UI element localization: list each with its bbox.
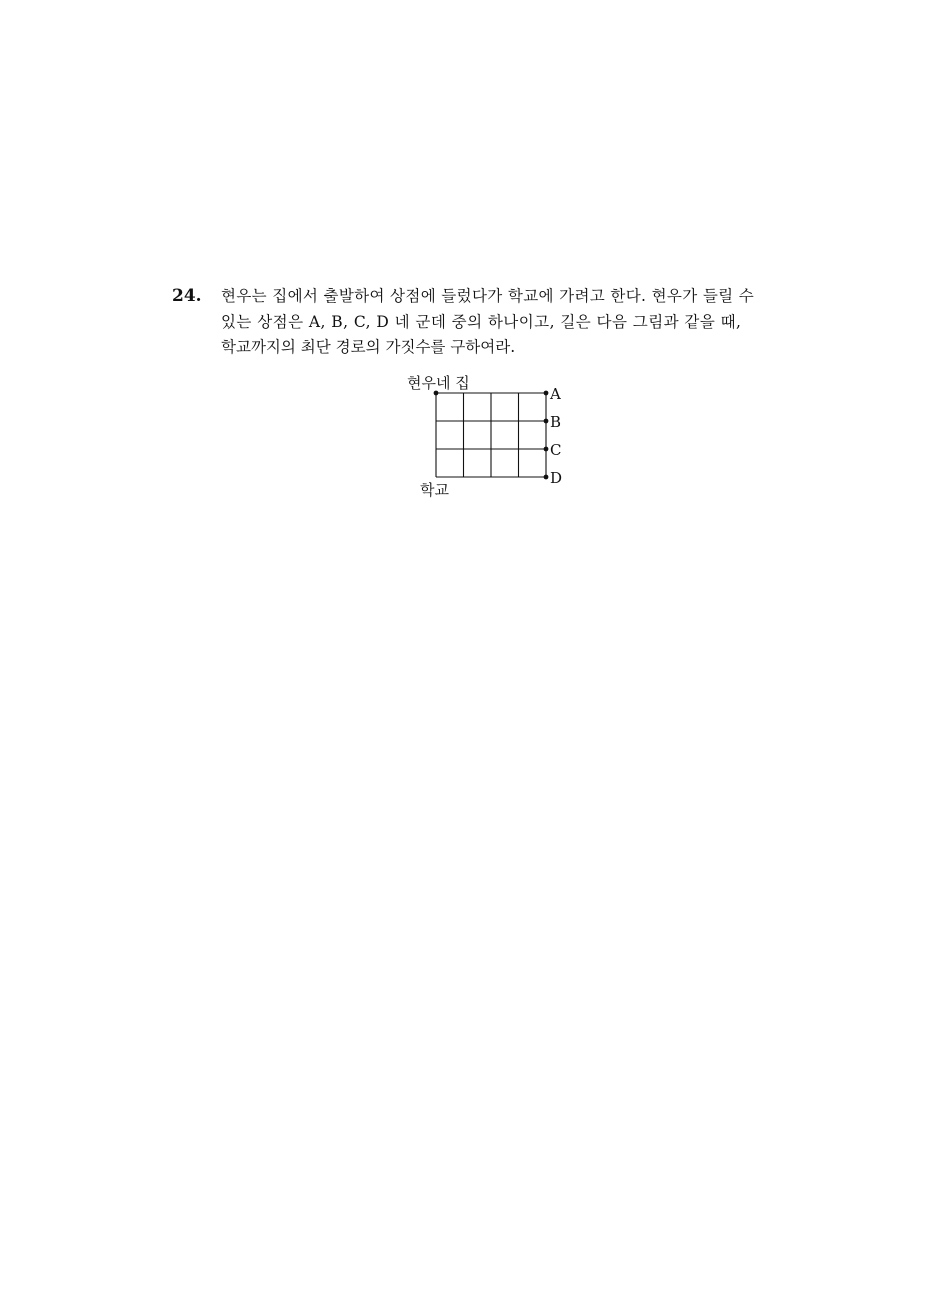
school-label: 학교 [420, 481, 449, 499]
store-point-d [544, 475, 549, 480]
question-number: 24. [172, 286, 202, 306]
store-point-b [544, 419, 549, 424]
store-label-d: D [550, 469, 563, 487]
store-label-b: B [550, 413, 562, 431]
question-line-3: 학교까지의 최단 경로의 가짓수를 구하여라. [221, 338, 516, 356]
question-line-1: 현우는 집에서 출발하여 상점에 들렀다가 학교에 가려고 한다. 현우가 들릴 수 [221, 287, 755, 305]
store-point-a [544, 391, 549, 396]
question-line-2: 있는 상점은 A, B, C, D 네 군데 중의 하나이고, 길은 다음 그림과 같을 때, [221, 312, 742, 331]
home-label: 현우네 집 [407, 374, 470, 392]
grid-lines [436, 393, 546, 477]
store-label-a: A [550, 385, 561, 403]
store-point-c [544, 447, 549, 452]
store-label-c: C [550, 441, 562, 459]
